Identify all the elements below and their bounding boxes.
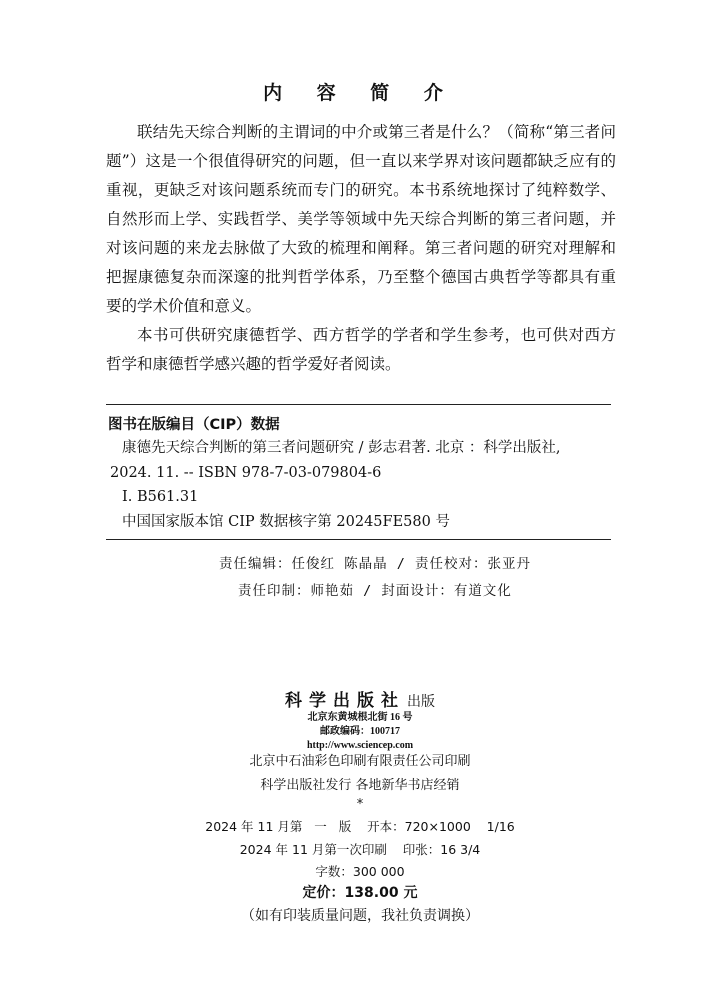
- cip-heading: 图书在版编目（CIP）数据: [108, 417, 280, 433]
- publisher-postcode: 邮政编码：100717: [320, 726, 400, 737]
- cip-line: 中国国家版本馆 CIP 数据核字第 20245FE580 号: [122, 513, 450, 530]
- publisher-suffix: 出版: [407, 694, 435, 710]
- distribution-line: 科学出版社发行 各地新华书店经销: [260, 778, 460, 793]
- divider: [106, 539, 611, 540]
- intro-paragraph: 本书可供研究康德哲学、西方哲学的学者和学生参考，也可供对西方哲学和康德哲学感兴趣的哲学爱好者阅读。: [106, 326, 616, 373]
- publisher-block: [0, 686, 720, 753]
- page-title: 内 容 简 介: [263, 82, 457, 104]
- publisher-logo-name: 科学出版社: [285, 691, 405, 711]
- printing-line: 2024 年 11 月第一次印刷 印张：16 3/4: [239, 842, 481, 857]
- print-credits: 责任印制：师艳茹 / 封面设计：有道文化: [238, 583, 512, 599]
- cip-line: 康德先天综合判断的第三者问题研究 / 彭志君著. 北京 ：科学出版社,: [122, 440, 561, 456]
- publisher-address: 北京东黄城根北街 16 号: [307, 712, 413, 723]
- introduction: [106, 118, 616, 379]
- quality-note: （如有印装质量问题，我社负责调换）: [241, 908, 479, 924]
- cip-line: Ⅰ. B561.31: [122, 489, 199, 505]
- printer-line: 北京中石油彩色印刷有限责任公司印刷: [249, 754, 471, 769]
- cip-data-block: [106, 404, 611, 540]
- word-count: 字数：300 000: [315, 864, 405, 879]
- intro-paragraph: 联结先天综合判断的主谓词的中介或第三者是什么？（简称“第三者问题”）这是一个很值得研究的问题，但一直以来学界对该问题都缺乏应有的重视，更缺乏对该问题系统而专门的研究。本书系统地探讨了纯粹数学、自然形而上学、实践哲学、美学等领域中先天综合判断的第三者问题，并对该问题的来龙去脉做了大致的梳理和阐释。第三者问题的研究对理解和把握康德复杂而深邃的批判哲学体系，乃至整个德国古典哲学等都具有重要的学术价值和意义。: [106, 123, 616, 315]
- divider: [106, 404, 611, 405]
- editor-credits: 责任编辑：任俊红 陈晶晶 / 责任校对：张亚丹: [218, 556, 531, 572]
- publisher-url: http://www.sciencep.com: [306, 740, 414, 751]
- edition-line: 2024 年 11 月第 一 版 开本：720×1000 1/16: [205, 819, 515, 834]
- price: 定价：138.00 元: [302, 885, 418, 901]
- separator-star: *: [356, 797, 364, 812]
- cip-line: 2024. 11. -- ISBN 978-7-03-079804-6: [110, 464, 382, 481]
